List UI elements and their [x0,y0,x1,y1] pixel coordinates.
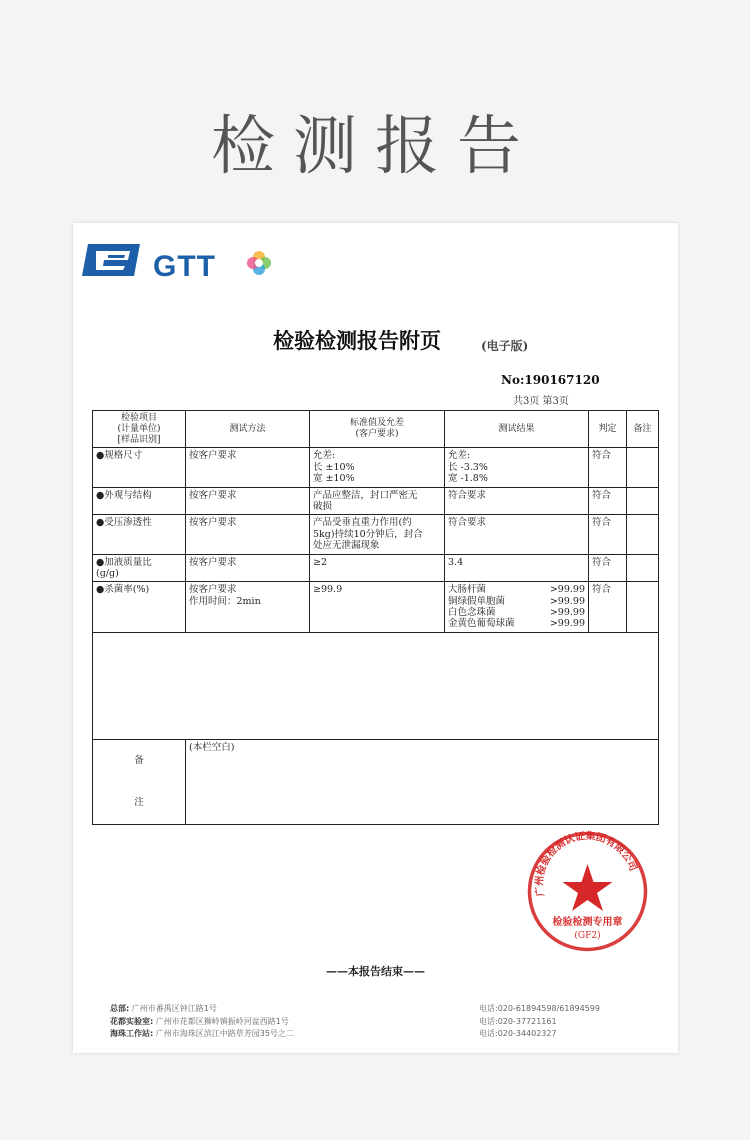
row-standard: ≥2 [310,554,445,582]
row-note [627,554,659,582]
remark-text: (本栏空白) [186,739,659,824]
row-result [445,582,589,633]
row-method: 按客户要求 [186,448,310,487]
bacteria-result: 大肠杆菌 >99.99 [448,584,585,596]
gtt-logo [78,236,278,286]
row-method: 按客户要求 [186,487,310,515]
row-result: 允差: 长 -3.3% 宽 -1.8% [445,448,589,487]
row-method: 按客户要求 作用时间：2min [186,582,310,633]
seal-org-text: 广州检验检测认证集团有限公司 [534,831,639,897]
header-item: 检验项目 (计量单位) [样品识别] [93,411,186,448]
header-standard: 标准值及允差 (客户要求) [310,411,445,448]
row-item: ●规格尺寸 [93,448,186,487]
row-verdict: 符合 [589,554,627,582]
row-standard: 产品受垂直重力作用(约 5kg)持续10分钟后，封合 处应无泄漏现象 [310,515,445,554]
logo-text: GTT [153,250,216,283]
row-item: ●杀菌率(%) [93,582,186,633]
bacteria-result: 金黄色葡萄球菌 >99.99 [448,618,585,630]
report-end-line: ——本报告结束—— [326,965,425,978]
row-verdict: 符合 [589,487,627,515]
table-header-row [93,411,659,448]
bacteria-result: 铜绿假单胞菌 >99.99 [448,595,585,607]
report-title: 检验检测报告附页 [273,328,441,353]
table-row [93,448,659,487]
report-subtitle: (电子版) [481,339,529,353]
official-seal [525,829,650,954]
footer-addresses: 总部: 广州市番禺区钟江路1号 花都实验室: 广州市花都区狮岭镇振岭河盆西路1号 海珠工作站: 广州市海珠区滨江中路草芳园35号之二 [110,1004,294,1038]
remark-label: 备 注 [93,739,186,824]
page-title: 检测报告 [211,110,539,184]
header-verdict: 判定 [589,411,627,448]
row-result: 符合要求 [445,515,589,554]
report-pages: 共3页 第3页 [513,396,569,407]
row-standard: 产品应整洁，封口严密无 破损 [310,487,445,515]
remark-row [93,739,659,824]
table-row [93,554,659,582]
bacteria-result: 白色念珠菌 >99.99 [448,607,585,619]
row-item: ●受压渗透性 [93,515,186,554]
color-flower-icon [246,250,272,276]
row-verdict: 符合 [589,582,627,633]
row-standard: 允差: 长 ±10% 宽 ±10% [310,448,445,487]
header-method: 测试方法 [186,411,310,448]
footer-phones: 电话:020-61894598/61894599 电话:020-37721161 电话:020-34402327 [479,1004,600,1038]
row-result: 3.4 [445,554,589,582]
row-note [627,448,659,487]
gtt-logo-icon [78,236,148,286]
report-number: No:190167120 [501,373,600,387]
table-row [93,515,659,554]
seal-code-text: (GF2) [574,931,601,941]
seal-purpose-text: 检验检测专用章 [552,917,623,928]
row-verdict: 符合 [589,448,627,487]
row-item: ●加液质量比 (g/g) [93,554,186,582]
table-row [93,487,659,515]
row-standard: ≥99.9 [310,582,445,633]
header-result: 测试结果 [445,411,589,448]
row-note [627,582,659,633]
row-method: 按客户要求 [186,554,310,582]
row-item: ●外观与结构 [93,487,186,515]
report-sheet [73,223,678,1053]
row-note [627,487,659,515]
table-row [93,582,659,633]
row-method: 按客户要求 [186,515,310,554]
row-note [627,515,659,554]
header-note: 备注 [627,411,659,448]
test-results-table [92,410,659,825]
row-result: 符合要求 [445,487,589,515]
row-verdict: 符合 [589,515,627,554]
blank-row [93,632,659,739]
